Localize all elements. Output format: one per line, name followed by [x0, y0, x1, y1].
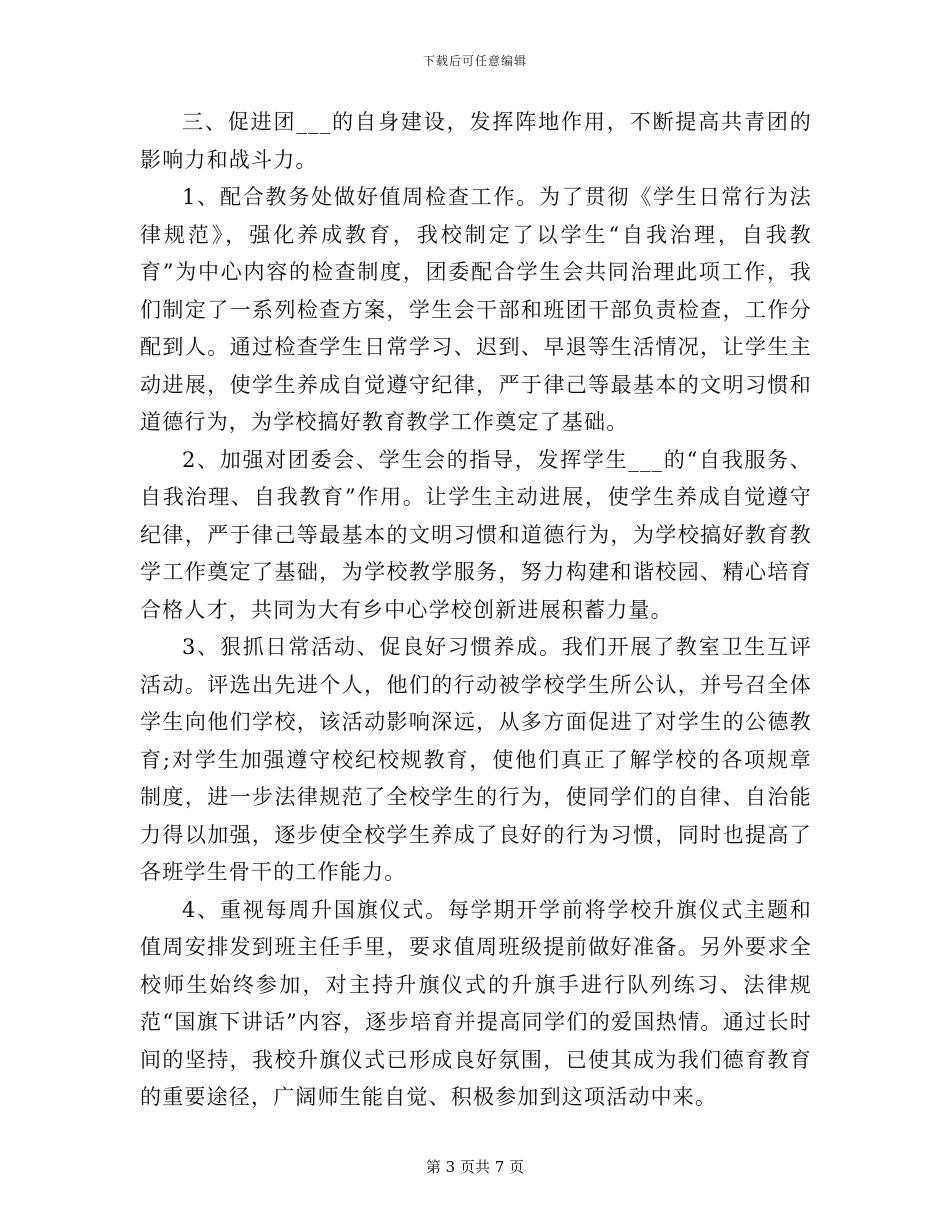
paragraph-item-2: 2、加强对团委会、学生会的指导，发挥学生___的“自我服务、自我治理、自我教育”作用。让学生主动进展，使学生养成自觉遵守纪律，严于律己等最基本的文明习惯和道德行为，为学校搞好教育教学工作奠定了基础，为学校教学服务，努力构建和谐校园、精心培育合格人才，共同为大有乡中心学校创新进展积蓄力量。: [140, 447, 812, 622]
paragraph-section-heading: 三、促进团___的自身建设，发挥阵地作用，不断提高共青团的影响力和战斗力。: [140, 110, 812, 172]
page-number-footer: 第 3 页共 7 页: [425, 1158, 525, 1176]
paragraph-item-4: 4、重视每周升国旗仪式。每学期开学前将学校升旗仪式主题和值周安排发到班主任手里，要求值周班级提前做好准备。另外要求全校师生始终参加，对主持升旗仪式的升旗手进行队列练习、法律规范“国旗下讲话”内容，逐步培育并提高同学们的爱国热情。通过长时间的坚持，我校升旗仪式已形成良好氛围，已使其成为我们德育教育的重要途径，广阔师生能自觉、积极参加到这项活动中来。: [140, 897, 812, 1109]
paragraph-item-1: 1、配合教务处做好值周检查工作。为了贯彻《学生日常行为法律规范》，强化养成教育，我校制定了以学生“自我治理，自我教育”为中心内容的检查制度，团委配合学生会共同治理此项工作，我们制定了一系列检查方案，学生会干部和班团干部负责检查，工作分配到人。通过检查学生日常学习、迟到、早退等生活情况，让学生主动进展，使学生养成自觉遵守纪律，严于律己等最基本的文明习惯和道德行为，为学校搞好教育教学工作奠定了基础。: [140, 185, 812, 434]
document-body: [140, 104, 812, 1117]
paragraph-item-3: 3、狠抓日常活动、促良好习惯养成。我们开展了教室卫生互评活动。评选出先进个人，他们的行动被学校学生所公认，并号召全体学生向他们学校，该活动影响深远，从多方面促进了对学生的公德教育;对学生加强遵守校纪校规教育，使他们真正了解学校的各项规章制度，进一步法律规范了全校学生的行为，使同学们的自律、自治能力得以加强，逐步使全校学生养成了良好的行为习惯，同时也提高了各班学生骨干的工作能力。: [140, 635, 812, 884]
page-header-note: 下载后可任意编辑: [422, 54, 527, 68]
